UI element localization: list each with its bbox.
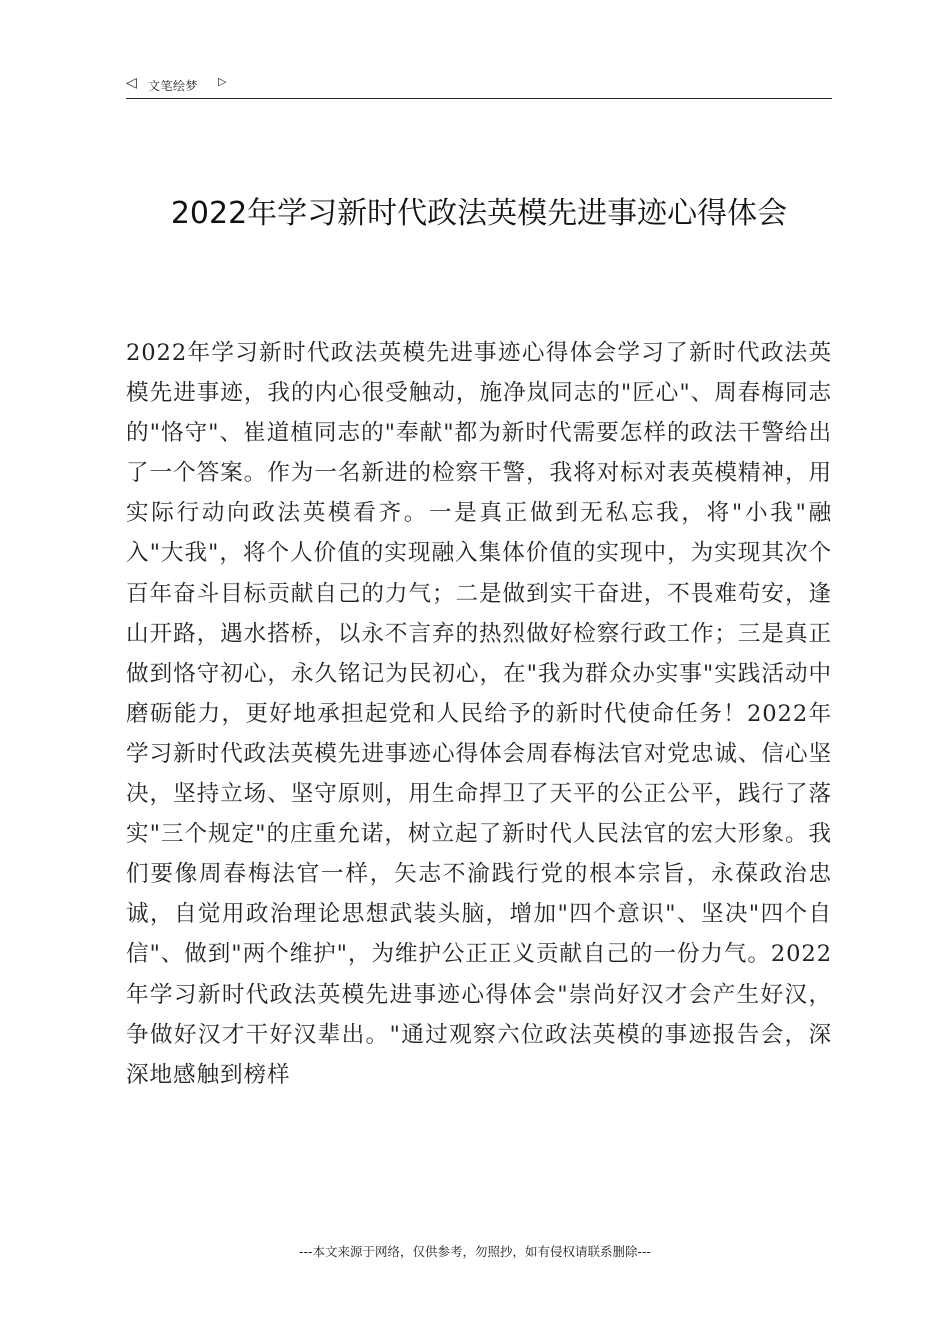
right-triangle-icon: ▷ — [218, 75, 227, 88]
footer-notice: ---本文来源于网络，仅供参考，勿照抄，如有侵权请联系删除--- — [298, 1244, 652, 1259]
document-title: 2022年学习新时代政法英模先进事迹心得体会 — [170, 196, 788, 231]
document-body: 2022年学习新时代政法英模先进事迹心得体会学习了新时代政法英模先进事迹，我的内心很受触动，施净岚同志的"匠心"、周春梅同志的"恪守"、崔道植同志的"奉献"都为新时代需要怎样的政法干警给出了一个答案。作为一名新进的检察干警，我将对标对表英模精神，用实际行动向政法英模看齐。一是真正做到无私忘我，将"小我"融入"大我"，将个人价值的实现融入集体价值的实现中，为实现其次个百年奋斗目标贡献自己的力气；二是做到实干奋进，不畏难苟安，逢山开路，遇水搭桥，以永不言弃的热烈做好检察行政工作；三是真正做到恪守初心，永久铭记为民初心，在"我为群众办实事"实践活动中磨砺能力，更好地承担起党和人民给予的新时代使命任务！2022年学习新时代政法英模先进事迹心得体会周春梅法官对党忠诚、信心坚决，坚持立场、坚守原则，用生命捍卫了天平的公正公平，践行了落实"三个规定"的庄重允诺，树立起了新时代人民法官的宏大形象。我们要像周春梅法官一样，矢志不渝践行党的根本宗旨，永葆政治忠诚，自觉用政治理论思想武装头脑，增加"四个意识"、坚决"四个自信"、做到"两个维护"，为维护公正正义贡献自己的一份力气。2022年学习新时代政法英模先进事迹心得体会"崇尚好汉才会产生好汉，争做好汉才干好汉辈出。"通过观察六位政法英模的事迹报告会，深深地感触到榜样 — [126, 340, 832, 1088]
brand-name: 文笔绘梦 — [148, 79, 199, 93]
left-triangle-icon: ◁ — [126, 75, 137, 91]
page-header — [126, 74, 832, 99]
